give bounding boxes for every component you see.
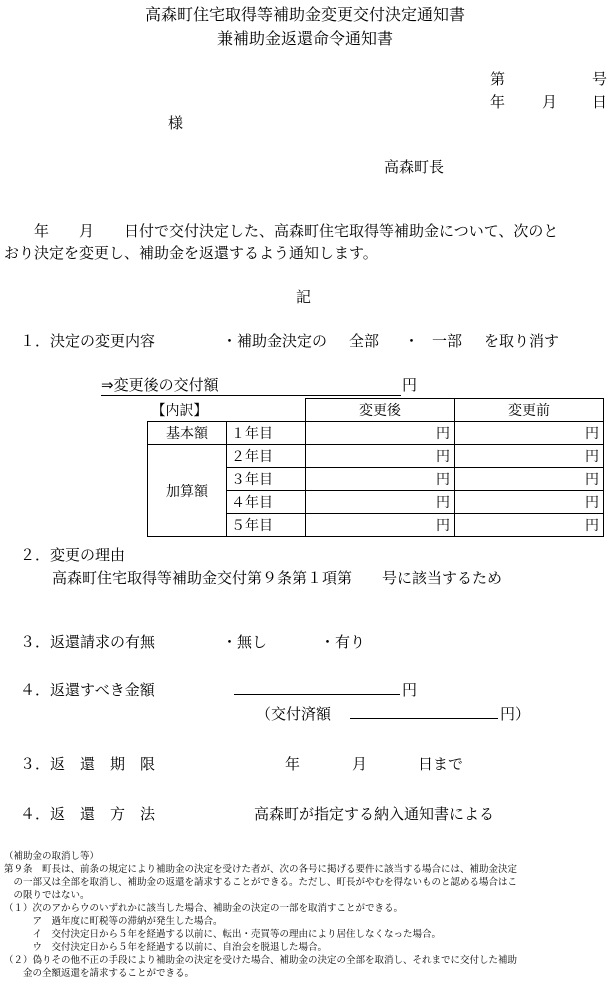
date-day: 日: [592, 93, 608, 111]
breakdown-table: [147, 398, 604, 537]
item5-until: 日まで: [418, 755, 464, 773]
year-label: ４年目: [227, 491, 306, 514]
item2-label: ２．変更の理由: [20, 546, 126, 564]
item3-none: ・無し: [222, 633, 268, 651]
paid-open: （交付済額: [256, 705, 332, 723]
before-unit: 円: [455, 468, 604, 491]
before-unit: 円: [455, 422, 604, 445]
item4-unit: 円: [402, 681, 418, 699]
regulation-notes: [4, 850, 608, 980]
note-line: イ 交付決定日から５年を経過する以前に、転出・売買等の理由により居住しなくなった場合。: [4, 929, 442, 940]
year-label: １年目: [227, 422, 306, 445]
item5-month: 月: [352, 755, 368, 773]
item5-label: ３．返 還 期 限: [20, 755, 156, 773]
document-subtitle: 兼補助金返還命令通知書: [216, 29, 393, 48]
note-line: （１）次のアからウのいずれかに該当した場合、補助金の決定の一部を取消すことができる。: [4, 903, 404, 914]
note-line: の一部又は全部を取消し、補助金の返還を請求することができる。ただし、町長がやむを得ないものと認める場合はこ: [4, 877, 518, 888]
after-unit: 円: [306, 491, 455, 514]
item3-yes: ・有り: [320, 633, 366, 651]
paid-close: 円）: [500, 705, 531, 723]
item4-amount-line: [234, 694, 400, 695]
body-line-2: おり決定を変更し、補助金を返還するよう通知します。: [4, 244, 378, 262]
table-row: [148, 445, 604, 468]
item4-label: ４．返還すべき金額: [20, 681, 155, 699]
note-line: ア 過年度に町税等の滞納が発生した場合。: [4, 916, 223, 927]
date-month: 月: [542, 93, 558, 111]
issuer: 高森町長: [384, 158, 445, 176]
item3-label: ３．返還請求の有無: [20, 633, 156, 651]
add-label: 加算額: [148, 445, 227, 537]
item6-label: ４．返 還 方 法: [20, 805, 156, 823]
document-title: 高森町住宅取得等補助金変更交付決定通知書: [144, 5, 465, 24]
after-unit: 円: [306, 422, 455, 445]
item6-text: 高森町が指定する納入通知書による: [254, 805, 495, 823]
year-label: ５年目: [227, 514, 306, 537]
after-unit: 円: [306, 514, 455, 537]
ki-heading: 記: [296, 288, 312, 306]
note-line: 金の全額返還を請求することができる。: [4, 968, 195, 979]
paid-amount-line: [350, 718, 498, 719]
after-unit: 円: [306, 468, 455, 491]
doc-number-prefix: 第: [490, 70, 506, 88]
after-unit: 円: [306, 445, 455, 468]
note-line: の限りではない。: [4, 890, 90, 901]
before-unit: 円: [455, 491, 604, 514]
item1-option: ・補助金決定の: [222, 332, 328, 350]
item5-year: 年: [285, 755, 301, 773]
item1-part: 一部: [432, 332, 463, 350]
after-amount-unit: 円: [402, 376, 418, 394]
after-amount-label: ⇒変更後の交付額: [101, 374, 401, 396]
breakdown-header: 【内訳】: [148, 399, 306, 422]
table-row: [148, 422, 604, 445]
item1-action: を取り消す: [484, 332, 560, 350]
before-unit: 円: [455, 445, 604, 468]
base-label: 基本額: [148, 422, 227, 445]
doc-number-suffix: 号: [592, 70, 608, 88]
header-before: 変更前: [455, 399, 604, 422]
year-label: ３年目: [227, 468, 306, 491]
item1-all: 全部: [349, 332, 380, 350]
addressee-suffix: 様: [168, 114, 184, 132]
after-amount-line: [101, 374, 401, 396]
item2-text: 高森町住宅取得等補助金交付第９条第１項第 号に該当するため: [52, 569, 503, 587]
date-year: 年: [490, 93, 506, 111]
year-label: ２年目: [227, 445, 306, 468]
note-line: （２）偽りその他不正の手段により補助金の決定を受けた場合、補助金の決定の全部を取消し、それまでに交付した補助: [4, 955, 518, 966]
note-line: ウ 交付決定日から５年を経過する以前に、自治会を脱退した場合。: [4, 942, 328, 953]
item1-dot: ・: [404, 332, 420, 350]
header-after: 変更後: [306, 399, 455, 422]
item1-label: １．決定の変更内容: [20, 332, 156, 350]
note-line: 第９条 町長は、前条の規定により補助金の決定を受けた者が、次の各号に掲げる要件に該当する場合には、補助金決定: [4, 864, 518, 875]
body-line-1: 年 月 日付で交付決定した、高森町住宅取得等補助金について、次のと: [34, 222, 559, 240]
before-unit: 円: [455, 514, 604, 537]
note-line: （補助金の取消し等）: [4, 851, 100, 862]
